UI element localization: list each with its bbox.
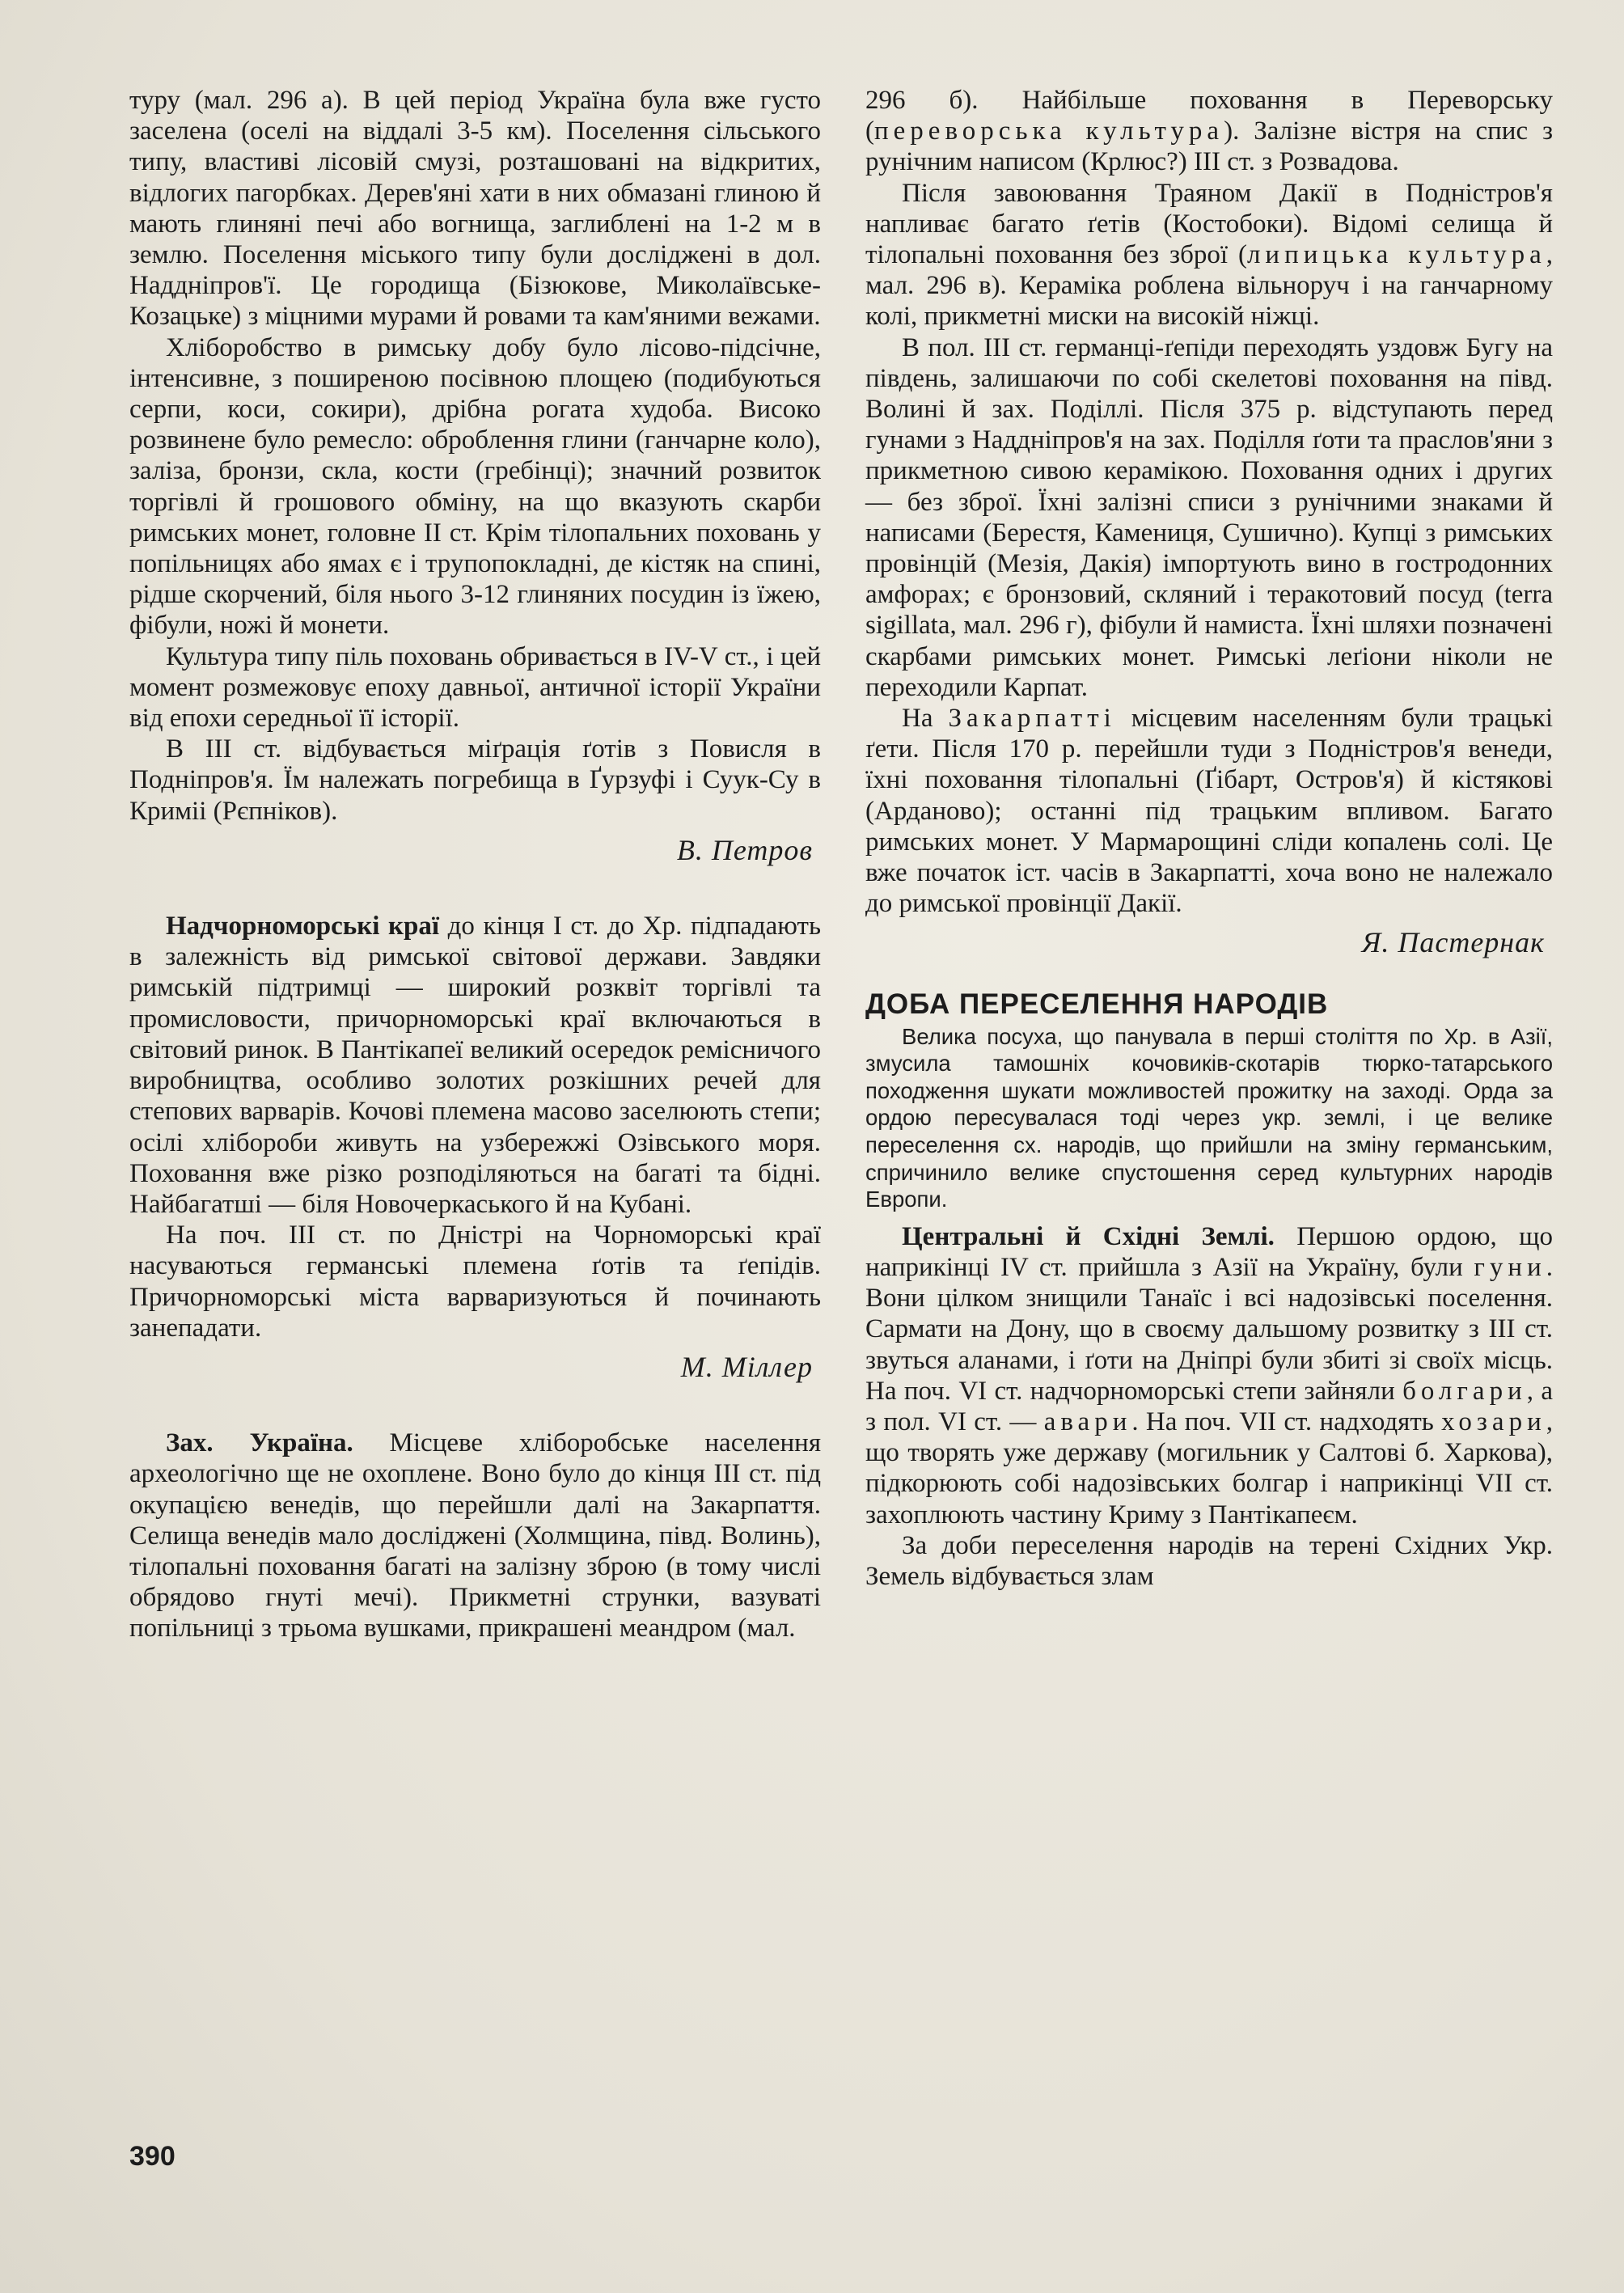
paragraph: В пол. III ст. германці-ґепіди переходять уздовж Бугу на південь, залишаючи по собі скелетові поховання на півд. Волині й зах. Поділлі. Після 375 р. відступають перед гунами з Наддніпров'я на зах. Поділля ґоти та праслов'яни з прикметною сивою керамікою. Поховання одних і других — без зброї. Їхні залізні списи з рунічними знаками й написами (Берестя, Камениця, Сушично). Купці з римських провінцій (Мезія, Дакія) імпортують вино в гостродонних амфорах; є бронзовий, скляний і теракотовий посуд (terra sigillata, мал. 296 г), фібули й намиста. Їхні шляхи позначені скарбами римських монет. Римські леґіони ніколи не переходили Карпат.	[865, 332, 1553, 702]
paragraph: Зах. Україна. Місцеве хліборобське населення археологічно ще не охоплене. Воно було до кінця III ст. під окупацією венедів, що перейшли далі на Закарпаття. Селища венедів мало досліджені (Холмщина, півд. Волинь), тілопальні поховання багаті на залізну зброю (в тому числі обрядово гнуті мечі). Прикметні струнки, вазуваті попільниці з трьома вушками, прикрашені меандром (мал.	[129, 1428, 821, 1644]
paragraph: 296 б). Найбільше поховання в Переворську (переворська культура). Залізне вістря на спис з рунічним написом (Крлюс?) III ст. з Розвадова.	[865, 86, 1553, 177]
left-column	[129, 85, 821, 1644]
spaced-term: Закарпатті	[948, 704, 1116, 734]
author-signature: В. Петров	[676, 833, 813, 866]
paragraph: Культура типу піль поховань обривається в IV-V ст., і цей момент розмежовує епоху давньої, античної історії України від епохи середньої її історії.	[129, 641, 821, 734]
paragraph: туру (мал. 296 а). В цей період Україна була вже густо заселена (оселі на віддалі 3-5 км). Поселення сільського типу, властиві лісовій смузі, розташовані на відкритих, відлогих пагорбках. Дерев'яні хати в них обмазані глиною й мають глиняні печі або вогнища, заглиблені на 1-2 м в землю. Поселення міського типу були досліджені в дол. Наддніпров'ї. Це городища (Бізюкове, Миколаївське-Козацьке) з міцними мурами й ровами та кам'яними вежами.	[129, 86, 821, 332]
section-gap	[129, 865, 821, 911]
spaced-term: болгари	[1402, 1376, 1527, 1406]
paragraph: Після завоювання Траяном Дакії в Подністров'я напливає багато ґетів (Костобоки). Відомі селища й тілопальні поховання без зброї (липицька культура, мал. 296 в). Кераміка роблена вільноруч і на ганчарному колі, прикметні миски на високій ніжці.	[865, 178, 1553, 332]
paragraph: Центральні й Східні Землі. Першою ордою, що наприкінці IV ст. прийшла з Азії на Україну, були гуни. Вони цілком знищили Танаїс і всі надозівські поселення. Сармати на Дону, що в своєму дальшому розвитку з III ст. звуться аланами, і ґоти на Дніпрі були збиті зі своїх місць. На поч. VI ст. надчорноморські степи зайняли болгари, а з пол. VI ст. — авари. На поч. VII ст. надходять хозари, що творять уже державу (могильник у Салтові б. Харкова), підкорюють собі надозівських болгар і наприкінці VII ст. захоплюють частину Криму з Пантікапеєм.	[865, 1221, 1553, 1529]
spaced-term: гуни	[1474, 1253, 1546, 1283]
spaced-term: авари	[1043, 1407, 1132, 1437]
paragraph: На Закарпатті місцевим населенням були трацькі ґети. Після 170 р. перейшли туди з Подністров'я венеди, їхні поховання тілопальні (Ґібарт, Остров'я) й кістякові (Арданово); останні під трацьким впливом. Багато римських монет. У Мармарощині сліди копалень солі. Це вже початок іст. часів в Закарпатті, хоча воно не належало до римської провінції Дакії.	[865, 704, 1553, 919]
section-heading: ДОБА ПЕРЕСЕЛЕННЯ НАРОДІВ	[865, 988, 1329, 1020]
section-lead: Зах. Україна.	[166, 1428, 353, 1458]
paragraph: На поч. III ст. по Дністрі на Чорноморські краї насуваються германські племена ґотів та ґепідів. Причорноморські міста варваризуються й починають занепадати.	[129, 1221, 821, 1343]
spaced-term: переворська культура	[874, 116, 1224, 146]
section-lead: Центральні й Східні Землі.	[902, 1221, 1275, 1251]
spaced-term: липицька культура	[1246, 240, 1546, 270]
author-signature: М. Міллер	[680, 1350, 813, 1383]
section-lead: Надчорноморські краї	[166, 912, 440, 941]
paragraph: Надчорноморські краї до кінця I ст. до Хр. підпадають в залежність від римської світової держави. Завдяки римській підтримці — широкий розквіт торгівлі та промисловости, причорноморські краї включаються в світовий ринок. В Пантікапеї великий осередок ремісничого виробництва, особливо золотих розкішних речей для степових варварів. Кочові племена масово заселюють степи; осілі хлібороби живуть на узбережжі Озівського моря. Поховання вже різко розподіляються на багаті та бідні. Найбагатші — біля Новочеркаського й на Кубані.	[129, 912, 821, 1219]
section-gap	[865, 958, 1553, 986]
page-number: 390	[129, 2141, 176, 2172]
right-column	[865, 85, 1553, 1592]
paragraph: За доби переселення народів на терені Східних Укр. Земель відбувається злам	[865, 1530, 1553, 1592]
paragraph: В III ст. відбувається міґрація ґотів з Повисля в Подніпров'я. Їм належать погребища в Ґурзуфі і Суук-Су в Криміі (Рєпніков).	[129, 734, 821, 826]
section-intro: Велика посуха, що панувала в перші століття по Хр. в Азії, змусила тамошніх кочовиків-скотарів тюрко-татарського походження шукати можливостей прожитку на заході. Орда за ордою пересувалася тоді через укр. землі, і це велике переселення сх. народів, що прийшли на зміну германським, спричинило велике спустошення серед культурних народів Европи.	[865, 1023, 1553, 1212]
spaced-term: хозари	[1441, 1407, 1546, 1437]
section-gap	[129, 1382, 821, 1428]
author-signature: Я. Пастернак	[1361, 926, 1545, 959]
paragraph: Хліборобство в римську добу було лісово-підсічне, інтенсивне, з поширеною посівною площею (подибуються серпи, коси, сокири), дрібна рогата худоба. Високо розвинене було ремесло: оброблення глини (ганчарне коло), заліза, бронзи, скла, кости (гребінці); значний розвиток торгівлі й грошового обміну, на що вказують скарби римських монет, головне II ст. Крім тілопальних поховань у попільницях або ямах є і трупопокладні, де кістяк на спині, рідше скорчений, біля нього 3-12 глиняних посудин із їжею, фібули, ножі й монети.	[129, 332, 821, 641]
